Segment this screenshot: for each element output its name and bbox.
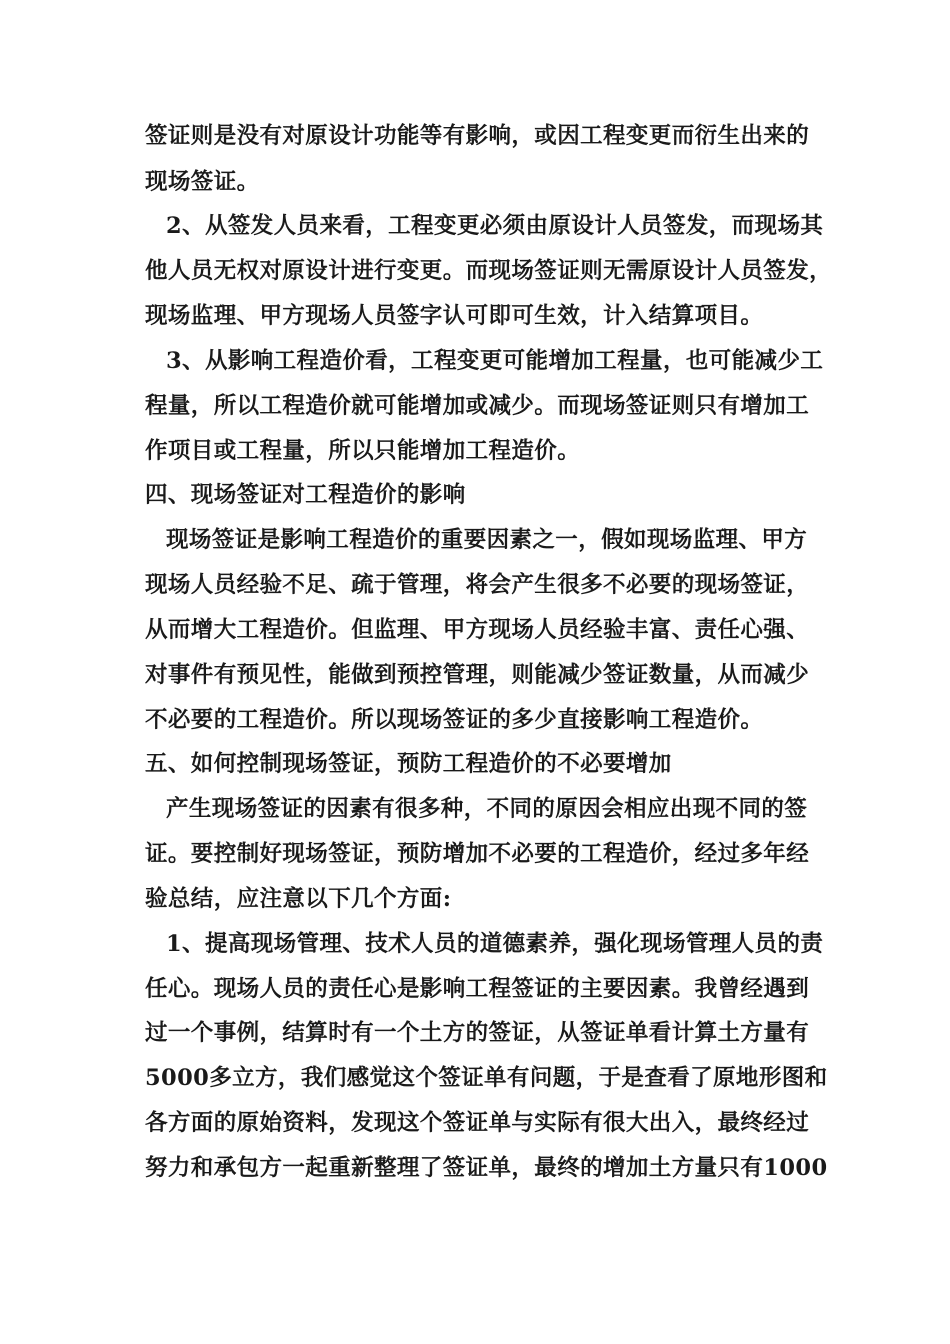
- text-line: 现场签证是影响工程造价的重要因素之一，假如现场监理、甲方: [166, 527, 808, 553]
- text-line: 5000多立方，我们感觉这个签证单有问题，于是查看了原地形图和: [145, 1065, 828, 1091]
- text-line: 过一个事例，结算时有一个土方的签证，从签证单看计算土方量有: [145, 1020, 810, 1046]
- text-line: 签证则是没有对原设计功能等有影响，或因工程变更而衍生出来的: [145, 123, 810, 149]
- text-line: 他人员无权对原设计进行变更。而现场签证则无需原设计人员签发，: [145, 258, 833, 284]
- text-line: 从而增大工程造价。但监理、甲方现场人员经验丰富、责任心强、: [145, 617, 810, 643]
- text-line: 证。要控制好现场签证，预防增加不必要的工程造价，经过多年经: [145, 841, 810, 867]
- text-line: 作项目或工程量，所以只能增加工程造价。: [145, 438, 581, 464]
- text-line: 努力和承包方一起重新整理了签证单，最终的增加土方量只有1000: [145, 1155, 828, 1181]
- text-line: 现场监理、甲方现场人员签字认可即可生效，计入结算项目。: [145, 303, 764, 329]
- text-line: 程量，所以工程造价就可能增加或减少。而现场签证则只有增加工: [145, 393, 810, 419]
- text-line: 现场人员经验不足、疏于管理，将会产生很多不必要的现场签证，: [145, 572, 810, 598]
- section-heading: 四、现场签证对工程造价的影响: [145, 482, 466, 508]
- text-line: 任心。现场人员的责任心是影响工程签证的主要因素。我曾经遇到: [145, 976, 810, 1002]
- text-line: 1、提高现场管理、技术人员的道德素养，强化现场管理人员的责: [166, 931, 824, 957]
- text-line: 产生现场签证的因素有很多种，不同的原因会相应出现不同的签: [166, 796, 808, 822]
- text-line: 验总结，应注意以下几个方面:: [145, 886, 452, 912]
- text-line: 不必要的工程造价。所以现场签证的多少直接影响工程造价。: [145, 707, 764, 733]
- section-heading: 五、如何控制现场签证，预防工程造价的不必要增加: [145, 751, 672, 777]
- text-line: 3、从影响工程造价看，工程变更可能增加工程量，也可能减少工: [166, 348, 824, 374]
- text-line: 2、从签发人员来看，工程变更必须由原设计人员签发，而现场其: [166, 213, 824, 239]
- text-line: 对事件有预见性，能做到预控管理，则能减少签证数量，从而减少: [145, 662, 810, 688]
- text-line: 各方面的原始资料，发现这个签证单与实际有很大出入，最终经过: [145, 1110, 810, 1136]
- text-line: 现场签证。: [145, 169, 260, 195]
